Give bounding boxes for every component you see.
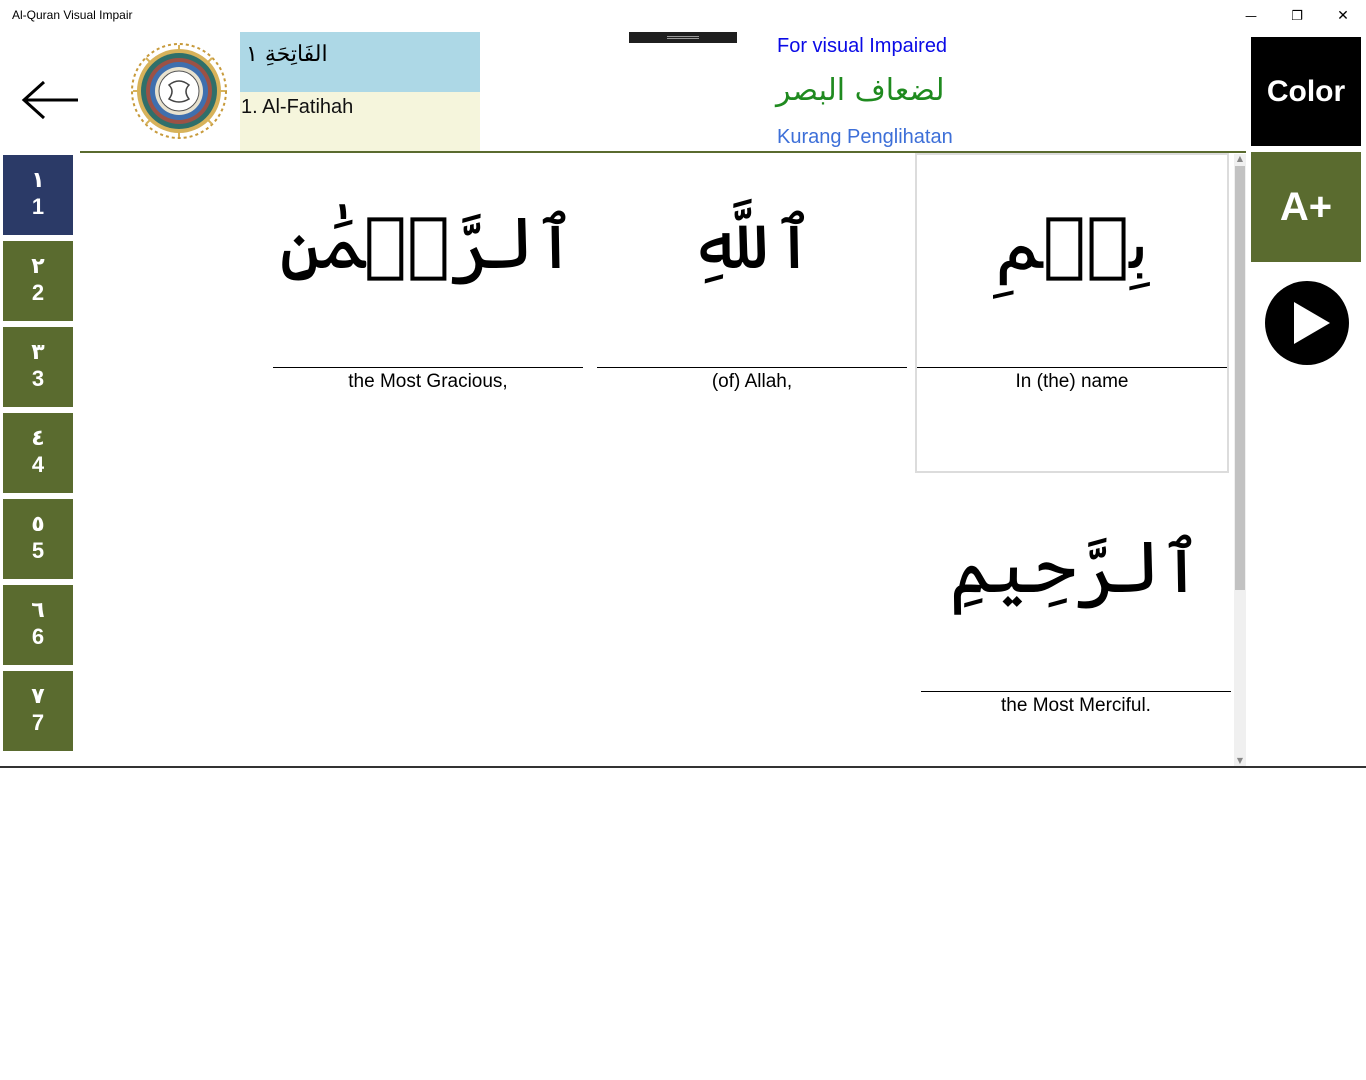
word-arabic: بِسۡمِ xyxy=(994,201,1150,285)
word-card[interactable] xyxy=(917,155,1227,471)
ayah-button-4[interactable] xyxy=(3,413,73,493)
restore-icon: ❐ xyxy=(1291,8,1303,24)
word-translation: the Most Merciful. xyxy=(1001,695,1151,716)
word-translation: the Most Gracious, xyxy=(348,371,508,392)
word-arabic: ٱلرَّحِيمِ xyxy=(949,525,1203,609)
word-translation: In (the) name xyxy=(1015,371,1129,392)
ayah-number: 5 xyxy=(31,538,45,563)
restore-button[interactable] xyxy=(1274,0,1320,32)
word-arabic: ٱلرَّحۡمَٰنِ xyxy=(279,201,577,285)
close-button[interactable] xyxy=(1320,0,1366,32)
scroll-down-icon[interactable]: ▼ xyxy=(1236,756,1244,765)
ayah-arabic-numeral: ٦ xyxy=(31,598,45,623)
scroll-up-icon[interactable]: ▲ xyxy=(1236,154,1244,163)
back-button[interactable] xyxy=(18,78,82,122)
ayah-button-3[interactable] xyxy=(3,327,73,407)
ayah-button-1[interactable] xyxy=(3,155,73,235)
play-button[interactable] xyxy=(1264,280,1350,366)
ayah-number: 6 xyxy=(31,624,45,649)
ayah-arabic-numeral: ٤ xyxy=(31,426,45,451)
ayah-arabic-numeral: ٢ xyxy=(31,254,45,279)
arrow-left-icon xyxy=(18,78,82,122)
ayah-arabic-numeral: ٥ xyxy=(31,512,45,537)
close-icon: ✕ xyxy=(1337,8,1349,24)
title-bar xyxy=(0,0,1366,32)
word-card[interactable] xyxy=(597,155,907,471)
tagline-english: For visual Impaired xyxy=(777,35,948,57)
font-size-button[interactable]: A+ xyxy=(1251,152,1361,262)
word-arabic: ٱللَّهِ xyxy=(688,201,816,285)
ayah-arabic-numeral: ١ xyxy=(31,168,45,193)
surah-english-panel xyxy=(240,92,480,152)
minimize-icon: — xyxy=(1245,9,1257,23)
ayah-button-2[interactable] xyxy=(3,241,73,321)
drag-handle[interactable] xyxy=(629,32,737,43)
ayah-button-5[interactable] xyxy=(3,499,73,579)
ayah-number: 1 xyxy=(31,194,45,219)
ayah-number: 2 xyxy=(31,280,45,305)
ayah-button-6[interactable] xyxy=(3,585,73,665)
play-icon xyxy=(1264,280,1350,366)
window-title: Al-Quran Visual Impair xyxy=(12,8,133,22)
ayah-button-7[interactable] xyxy=(3,671,73,751)
minimize-button[interactable] xyxy=(1228,0,1274,32)
tagline-arabic: لضعاف البصر xyxy=(776,73,945,108)
quran-medallion-icon xyxy=(130,42,228,140)
content-bottom-divider xyxy=(0,766,1366,768)
word-divider xyxy=(917,367,1227,368)
ayah-number: 4 xyxy=(31,452,45,477)
scrollbar-thumb[interactable] xyxy=(1235,166,1245,590)
ayah-arabic-numeral: ٣ xyxy=(31,340,45,365)
word-card[interactable] xyxy=(273,155,583,471)
surah-arabic-panel xyxy=(240,32,480,92)
word-card[interactable] xyxy=(921,479,1231,795)
word-divider xyxy=(273,367,583,368)
color-button[interactable]: Color xyxy=(1251,37,1361,146)
ayah-number: 3 xyxy=(31,366,45,391)
tagline-indonesian: Kurang Penglihatan xyxy=(777,126,953,148)
surah-english-name: 1. Al-Fatihah xyxy=(241,96,354,118)
word-divider xyxy=(921,691,1231,692)
ayah-arabic-numeral: ٧ xyxy=(31,684,45,709)
surah-arabic-name: الفَاتِحَةِ ١ xyxy=(246,42,328,67)
ayah-number: 7 xyxy=(31,710,45,735)
word-divider xyxy=(597,367,907,368)
header-divider xyxy=(80,151,1246,153)
word-translation: (of) Allah, xyxy=(711,371,793,392)
